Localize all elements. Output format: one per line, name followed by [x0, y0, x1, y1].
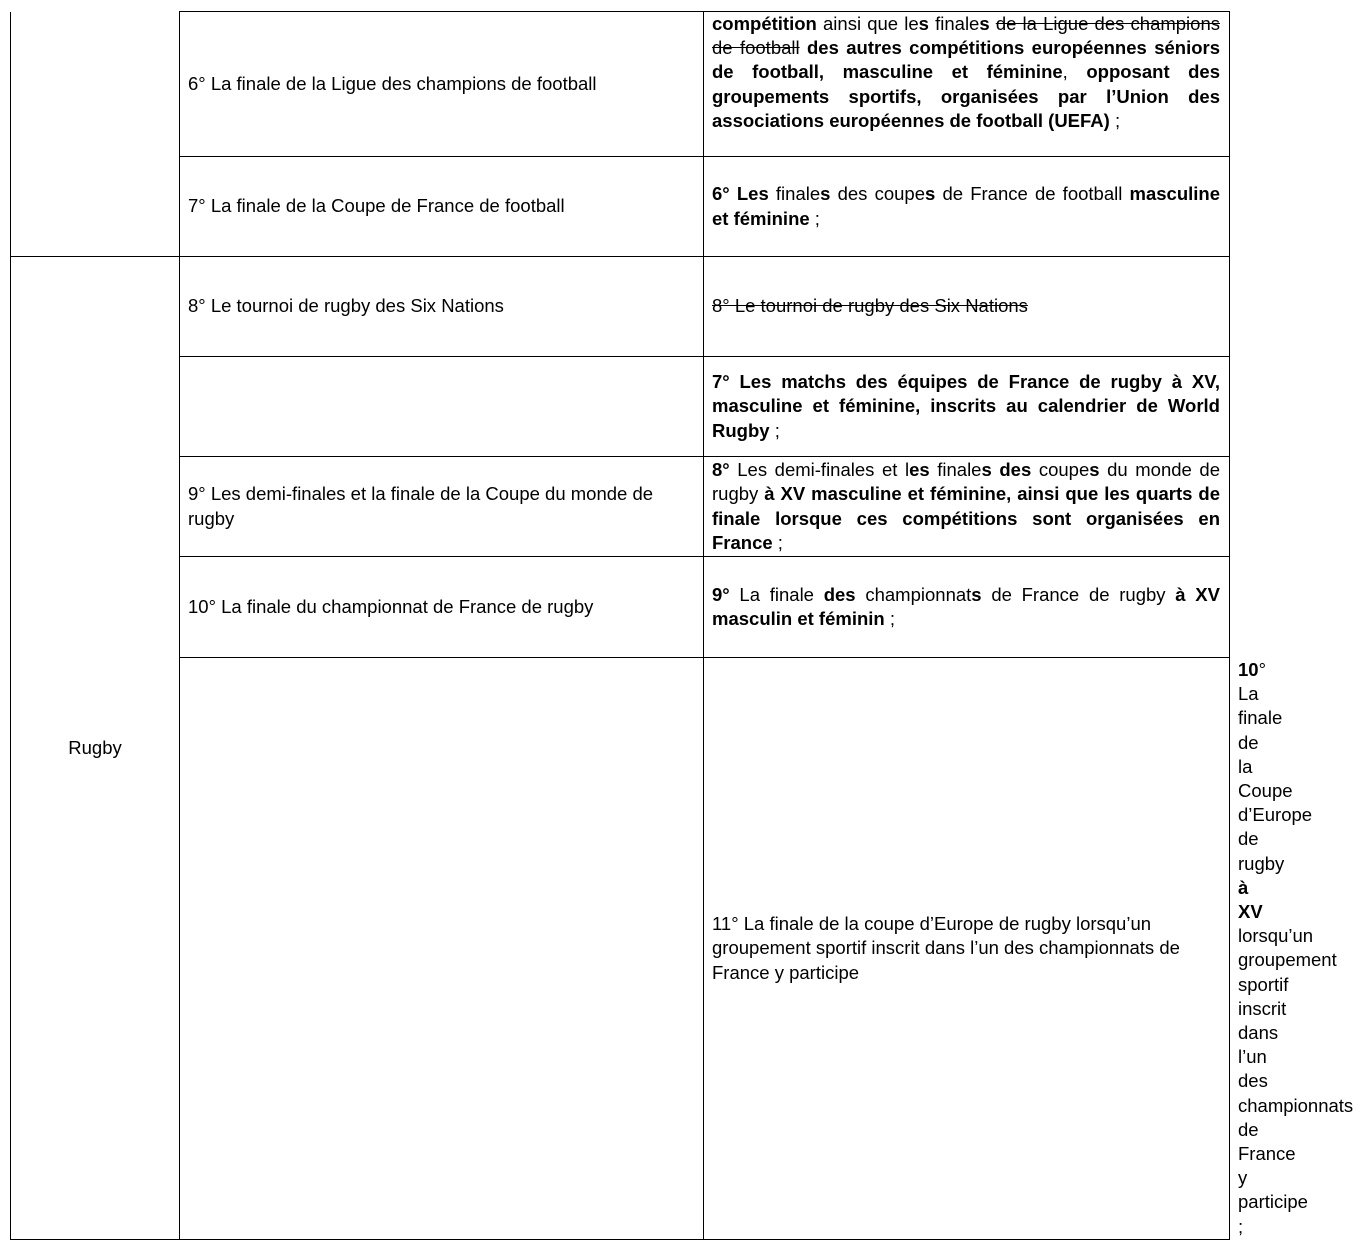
table-row: [11, 557, 1230, 658]
amended-text: 9° La finale des championnats de France de rugby à XV masculin et féminin ;: [712, 583, 1220, 629]
table-row: [11, 12, 1230, 157]
table-row: [11, 157, 1230, 257]
deleted-text: 8° Le tournoi de rugby des Six Nations: [712, 295, 1028, 317]
amended-text: compétition ainsi que les finales de la Ligue des champions de football des autres compétitions européennes séniors de football, masculine et féminine, opposant des groupements sportifs, organisées par l’Union des associations européennes de football (UEFA) ;: [712, 13, 1221, 131]
current-text-cell: [180, 12, 704, 157]
current-text-cell: [180, 257, 704, 357]
sport-cell-rugby: [11, 257, 180, 1240]
table-row: [11, 457, 1230, 557]
table-row: [11, 257, 1230, 357]
current-text: 9° Les demi-finales et la finale de la Coupe du monde de rugby: [188, 483, 654, 529]
amended-text: 10° La finale de la Coupe d’Europe de rugby à XV lorsqu’un groupement sportif inscrit dans l’un des championnats de France y participe ;: [1238, 659, 1353, 1237]
sport-cell-football: [11, 12, 180, 257]
table-row: [11, 357, 1230, 457]
current-text: 10° La finale du championnat de France de rugby: [188, 595, 594, 617]
current-text: 6° La finale de la Ligue des champions de football: [188, 72, 597, 94]
amended-text: 7° Les matchs des équipes de France de rugby à XV, masculine et féminine, inscrits au calendrier de World Rugby ;: [712, 371, 1220, 441]
amended-text-cell: [704, 457, 1230, 557]
current-text: 7° La finale de la Coupe de France de football: [188, 195, 565, 217]
sport-cell-empty: [180, 658, 704, 1240]
sport-label: Rugby: [68, 736, 122, 758]
comparison-table: [10, 11, 1353, 1240]
amended-text-cell: [704, 157, 1230, 257]
current-text: 8° Le tournoi de rugby des Six Nations: [188, 295, 504, 317]
amended-text-cell: [704, 257, 1230, 357]
amended-text: 8° Les demi-finales et les finales des coupes du monde de rugby à XV masculine et féminine, ainsi que les quarts de finale lorsque ces compétitions sont organisées en France ;: [712, 459, 1220, 553]
current-text-cell: [180, 557, 704, 658]
current-text-cell: [180, 157, 704, 257]
current-text-cell: [180, 457, 704, 557]
amended-text-cell: [704, 557, 1230, 658]
deleted-text: de la Ligue des champions de football: [712, 13, 1220, 59]
current-text-cell: [704, 658, 1230, 1240]
current-text-cell: [180, 357, 704, 457]
amended-text-cell: [704, 357, 1230, 457]
amended-text: 6° Les finales des coupes de France de football masculine et féminine ;: [712, 183, 1220, 229]
table-row: [11, 658, 1230, 1240]
amended-text-cell: [704, 12, 1230, 157]
current-text: 11° La finale de la coupe d’Europe de rugby lorsqu’un groupement sportif inscrit dans l’un des championnats de France y participe: [712, 913, 1180, 983]
